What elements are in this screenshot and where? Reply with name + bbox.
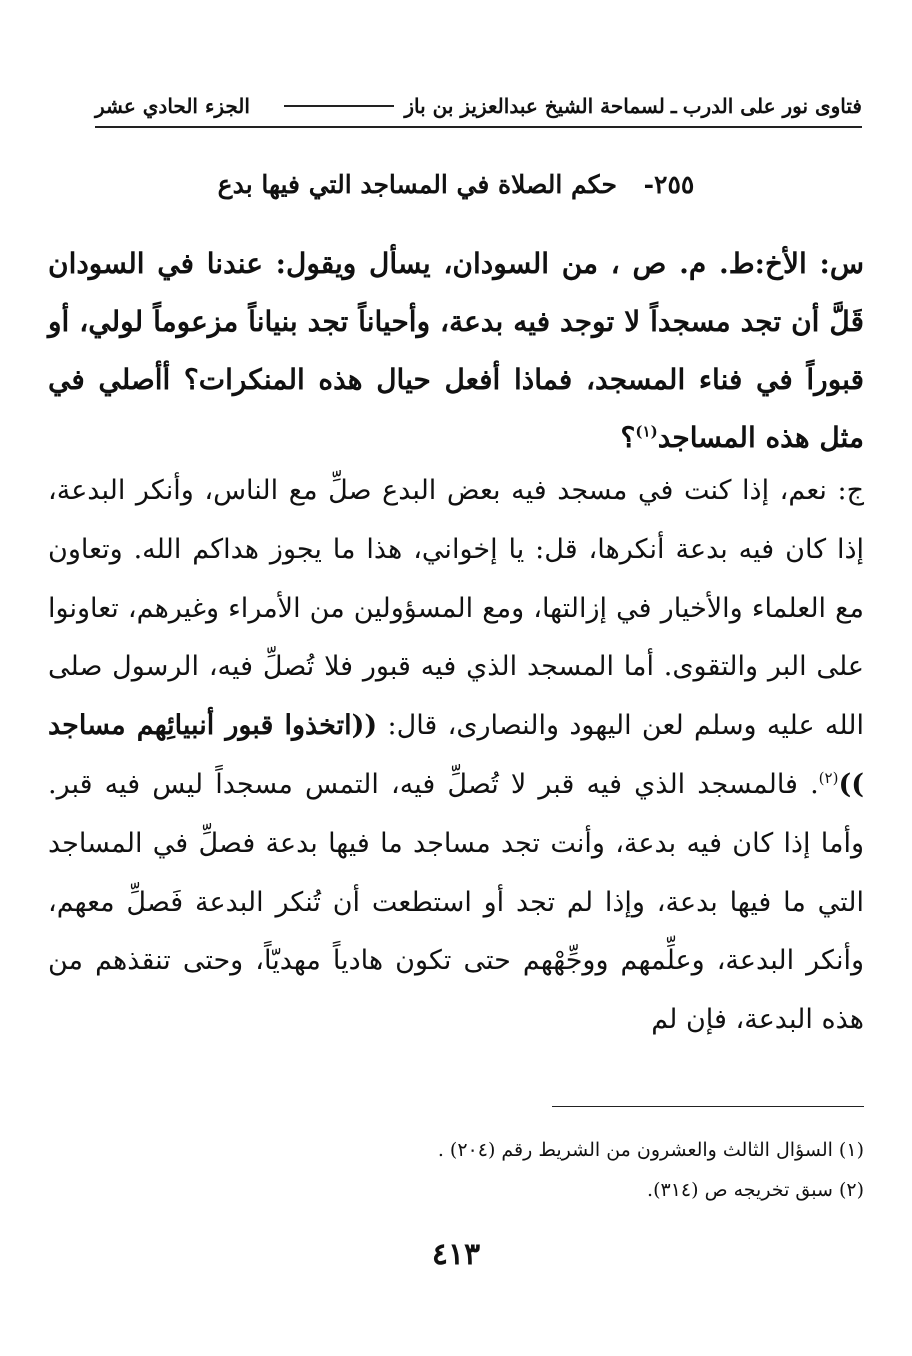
answer-text-part2: . فالمسجد الذي فيه قبر لا تُصلِّ فيه، التمس مسجداً ليس فيه قبر. وأما إذا كان فيه بدعة، وأنت تجد مساجد ما فيها بدعة فصلِّ في المساجد التي ما فيها بدعة، وإذا لم تجد أو استطعت أن تُنكر البدعة فَصلِّ معهم، وأنكر البدعة، وعلِّمهم ووجِّهْهم حتى تكون هادياً مهديّاً، وحتى تنقذهم من هذه البدعة، فإن لم — [48, 768, 864, 1036]
footnote-ref-1: (١) — [635, 422, 658, 441]
running-header — [95, 90, 862, 128]
question-end-mark: ؟ — [620, 421, 636, 454]
question-text: س: الأخ:ط. م. ص ، من السودان، يسأل ويقول: عندنا في السودان قَلَّ أن تجد مسجداً لا توجد فيه بدعة، وأحياناً تجد بنياناً مزعوماً لولي، أو قبوراً في فناء المسجد، فماذا أفعل حيال هذه المنكرات؟ أأصلي في مثل هذه المساجد — [48, 247, 864, 454]
footnotes — [48, 1130, 864, 1210]
answer-text-part1: ج: نعم، إذا كنت في مسجد فيه بعض البدع صلِّ مع الناس، وأنكر البدعة، إذا كان فيه بدعة أنكرها، قل: يا إخواني، هذا ما يجوز هداكم الله. وتعاون مع العلماء والأخيار في إزالتها، ومع المسؤولين من الأمراء وغيرهم، تعاونوا على البر والتقوى. أما المسجد الذي فيه قبور فلا تُصلِّ فيه، الرسول صلى الله عليه وسلم لعن اليهود والنصارى، قال: — [48, 475, 864, 742]
answer-paragraph — [48, 462, 864, 1050]
footnote-divider — [552, 1106, 864, 1107]
hadith-quote: ((اتخذوا قبور أنبيائِهم مساجد )) — [48, 710, 864, 800]
header-rule — [284, 105, 394, 107]
volume-label: الجزء الحادي عشر — [95, 94, 250, 118]
chapter-heading — [0, 170, 912, 199]
chapter-title: حكم الصلاة في المساجد التي فيها بدع — [217, 170, 617, 199]
question-paragraph — [48, 235, 864, 467]
header-book-info: فتاوى نور على الدرب ـ لسماحة الشيخ عبدالعزيز بن باز — [280, 94, 862, 118]
page-number: ٤١٣ — [431, 1237, 481, 1272]
footnote-1: (١) السؤال الثالث والعشرون من الشريط رقم (٢٠٤) . — [437, 1139, 864, 1161]
footnote-2: (٢) سبق تخريجه ص (٣١٤). — [647, 1179, 864, 1201]
book-title: فتاوى نور على الدرب — [682, 94, 862, 118]
author-name: لسماحة الشيخ عبدالعزيز بن باز — [404, 94, 665, 118]
chapter-number: ٢٥٥- — [643, 170, 695, 199]
footnote-ref-2: (٢) — [818, 768, 839, 787]
